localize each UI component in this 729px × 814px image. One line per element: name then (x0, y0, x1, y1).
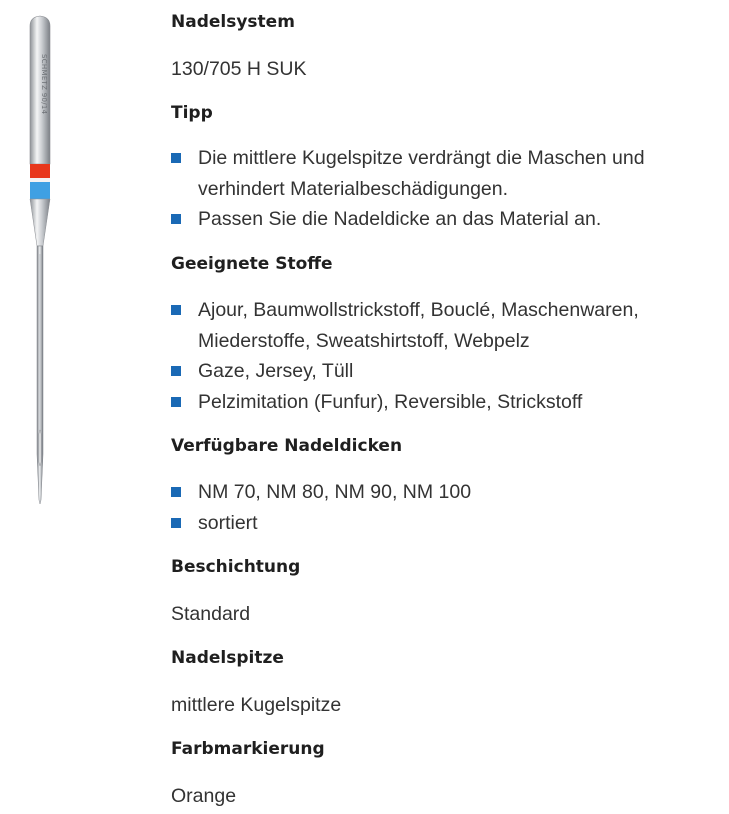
needle-taper (30, 199, 50, 246)
list-item (171, 204, 721, 235)
heading-color-marking: Farbmarkierung (171, 739, 325, 759)
heading-system: Nadelsystem (171, 12, 295, 32)
list-item-text: Ajour, Baumwollstrickstoff, Bouclé, Maschenwaren, Miederstoffe, Sweatshirtstoff, Webpelz (198, 299, 639, 352)
coating-value: Standard (171, 603, 251, 625)
needle-imprint: SCHMETZ 90/14 (40, 54, 48, 115)
list-item (171, 508, 721, 539)
system-value: 130/705 H SUK (171, 58, 307, 80)
tip-list (171, 143, 721, 235)
heading-sizes: Verfügbare Nadeldicken (171, 436, 403, 456)
bullet-square-icon (171, 366, 181, 376)
heading-tip: Tipp (171, 103, 213, 123)
bullet-square-icon (171, 397, 181, 407)
bullet-square-icon (171, 214, 181, 224)
list-item-text: NM 70, NM 80, NM 90, NM 100 (198, 481, 472, 503)
sizes-list (171, 477, 721, 538)
needle-band-white (30, 178, 50, 182)
heading-fabrics: Geeignete Stoffe (171, 254, 333, 274)
list-item-text: sortiert (198, 511, 258, 534)
list-item (171, 295, 721, 356)
list-item (171, 387, 721, 418)
list-item (171, 143, 721, 204)
list-item-text: Passen Sie die Nadeldicke an das Material an. (198, 208, 602, 230)
needle-band-blue (30, 182, 50, 199)
list-item (171, 477, 721, 508)
bullet-square-icon (171, 305, 181, 315)
needle-image (22, 14, 58, 506)
list-item (171, 356, 721, 387)
needle-band-red (30, 164, 50, 178)
bullet-square-icon (171, 518, 181, 528)
list-item-text: Pelzimitation (Funfur), Reversible, Strickstoff (198, 390, 583, 413)
needle-eye (39, 430, 41, 466)
bullet-square-icon (171, 153, 181, 163)
bullet-square-icon (171, 487, 181, 497)
list-item-text: Die mittlere Kugelspitze verdrängt die Maschen und verhindert Materialbeschädigungen. (198, 147, 645, 200)
fabrics-list (171, 295, 721, 417)
point-value: mittlere Kugelspitze (171, 694, 342, 716)
heading-coating: Beschichtung (171, 557, 301, 577)
list-item-text: Gaze, Jersey, Tüll (198, 360, 354, 382)
color-marking-value: Orange (171, 785, 237, 807)
heading-point: Nadelspitze (171, 648, 284, 668)
